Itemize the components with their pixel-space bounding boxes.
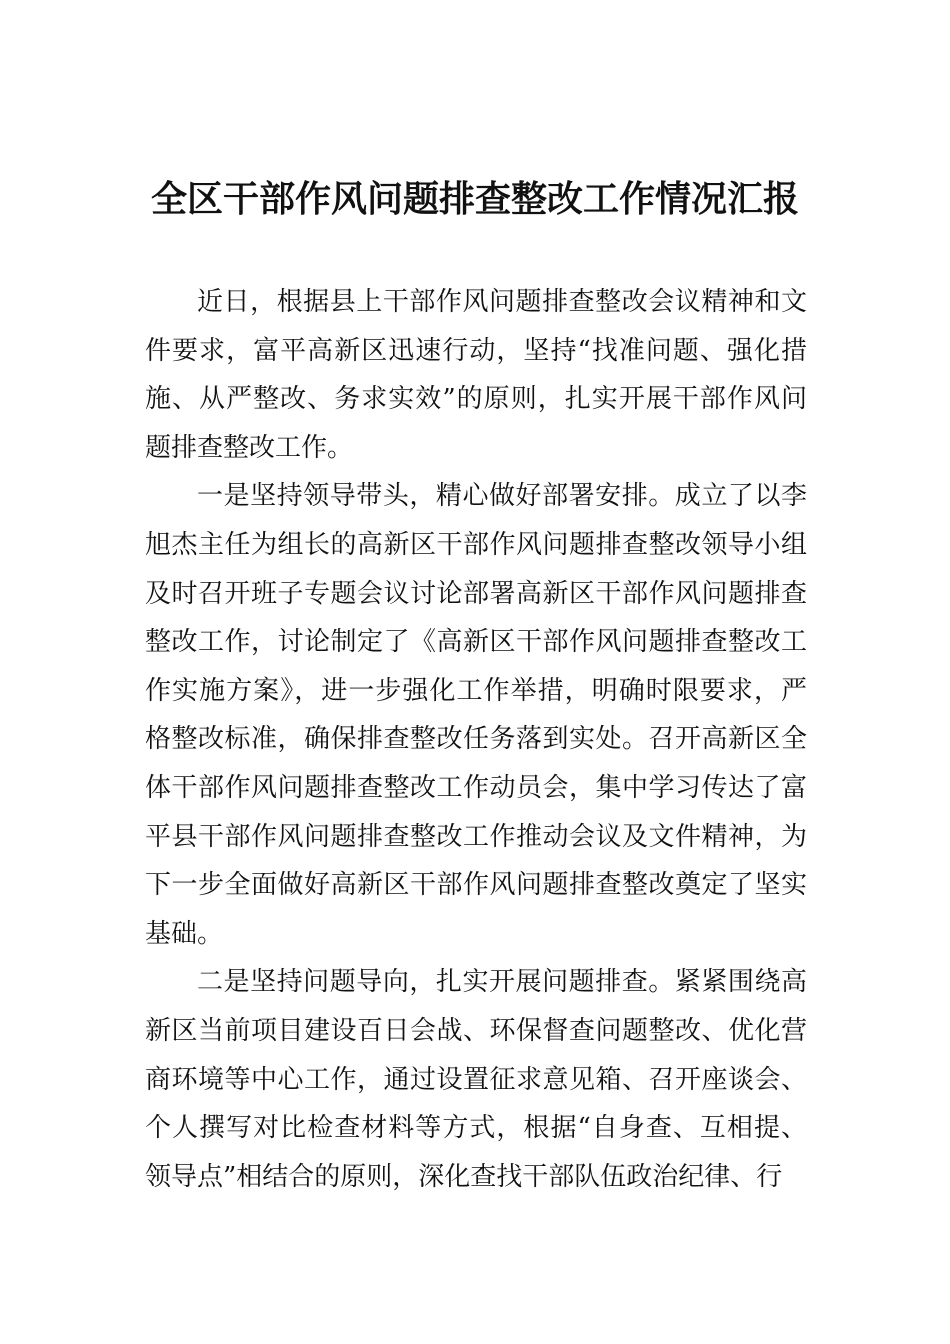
document-body [145, 278, 807, 1201]
paragraph-leadership: 一是坚持领导带头，精心做好部署安排。成立了以李旭杰主任为组长的高新区干部作风问题排查整改领导小组及时召开班子专题会议讨论部署高新区干部作风问题排查整改工作，讨论制定了《高新区干部作风问题排查整改工作实施方案》，进一步强化工作举措，明确时限要求，严格整改标准，确保排查整改任务落到实处。召开高新区全体干部作风问题排查整改工作动员会，集中学习传达了富平县干部作风问题排查整改工作推动会议及文件精神，为下一步全面做好高新区干部作风问题排查整改奠定了坚实基础。 [145, 481, 807, 949]
paragraph-problem-oriented: 二是坚持问题导向，扎实开展问题排查。紧紧围绕高新区当前项目建设百日会战、环保督查问题整改、优化营商环境等中心工作，通过设置征求意见箱、召开座谈会、个人撰写对比检查材料等方式，根据“自身查、互相提、领导点”相结合的原则，深化查找干部队伍政治纪律、行 [145, 967, 807, 1192]
document-title: 全区干部作风问题排查整改工作情况汇报 [150, 179, 799, 220]
paragraph-intro: 近日，根据县上干部作风问题排查整改会议精神和文件要求，富平高新区迅速行动，坚持“找准问题、强化措施、从严整改、务求实效”的原则，扎实开展干部作风问题排查整改工作。 [145, 287, 807, 463]
